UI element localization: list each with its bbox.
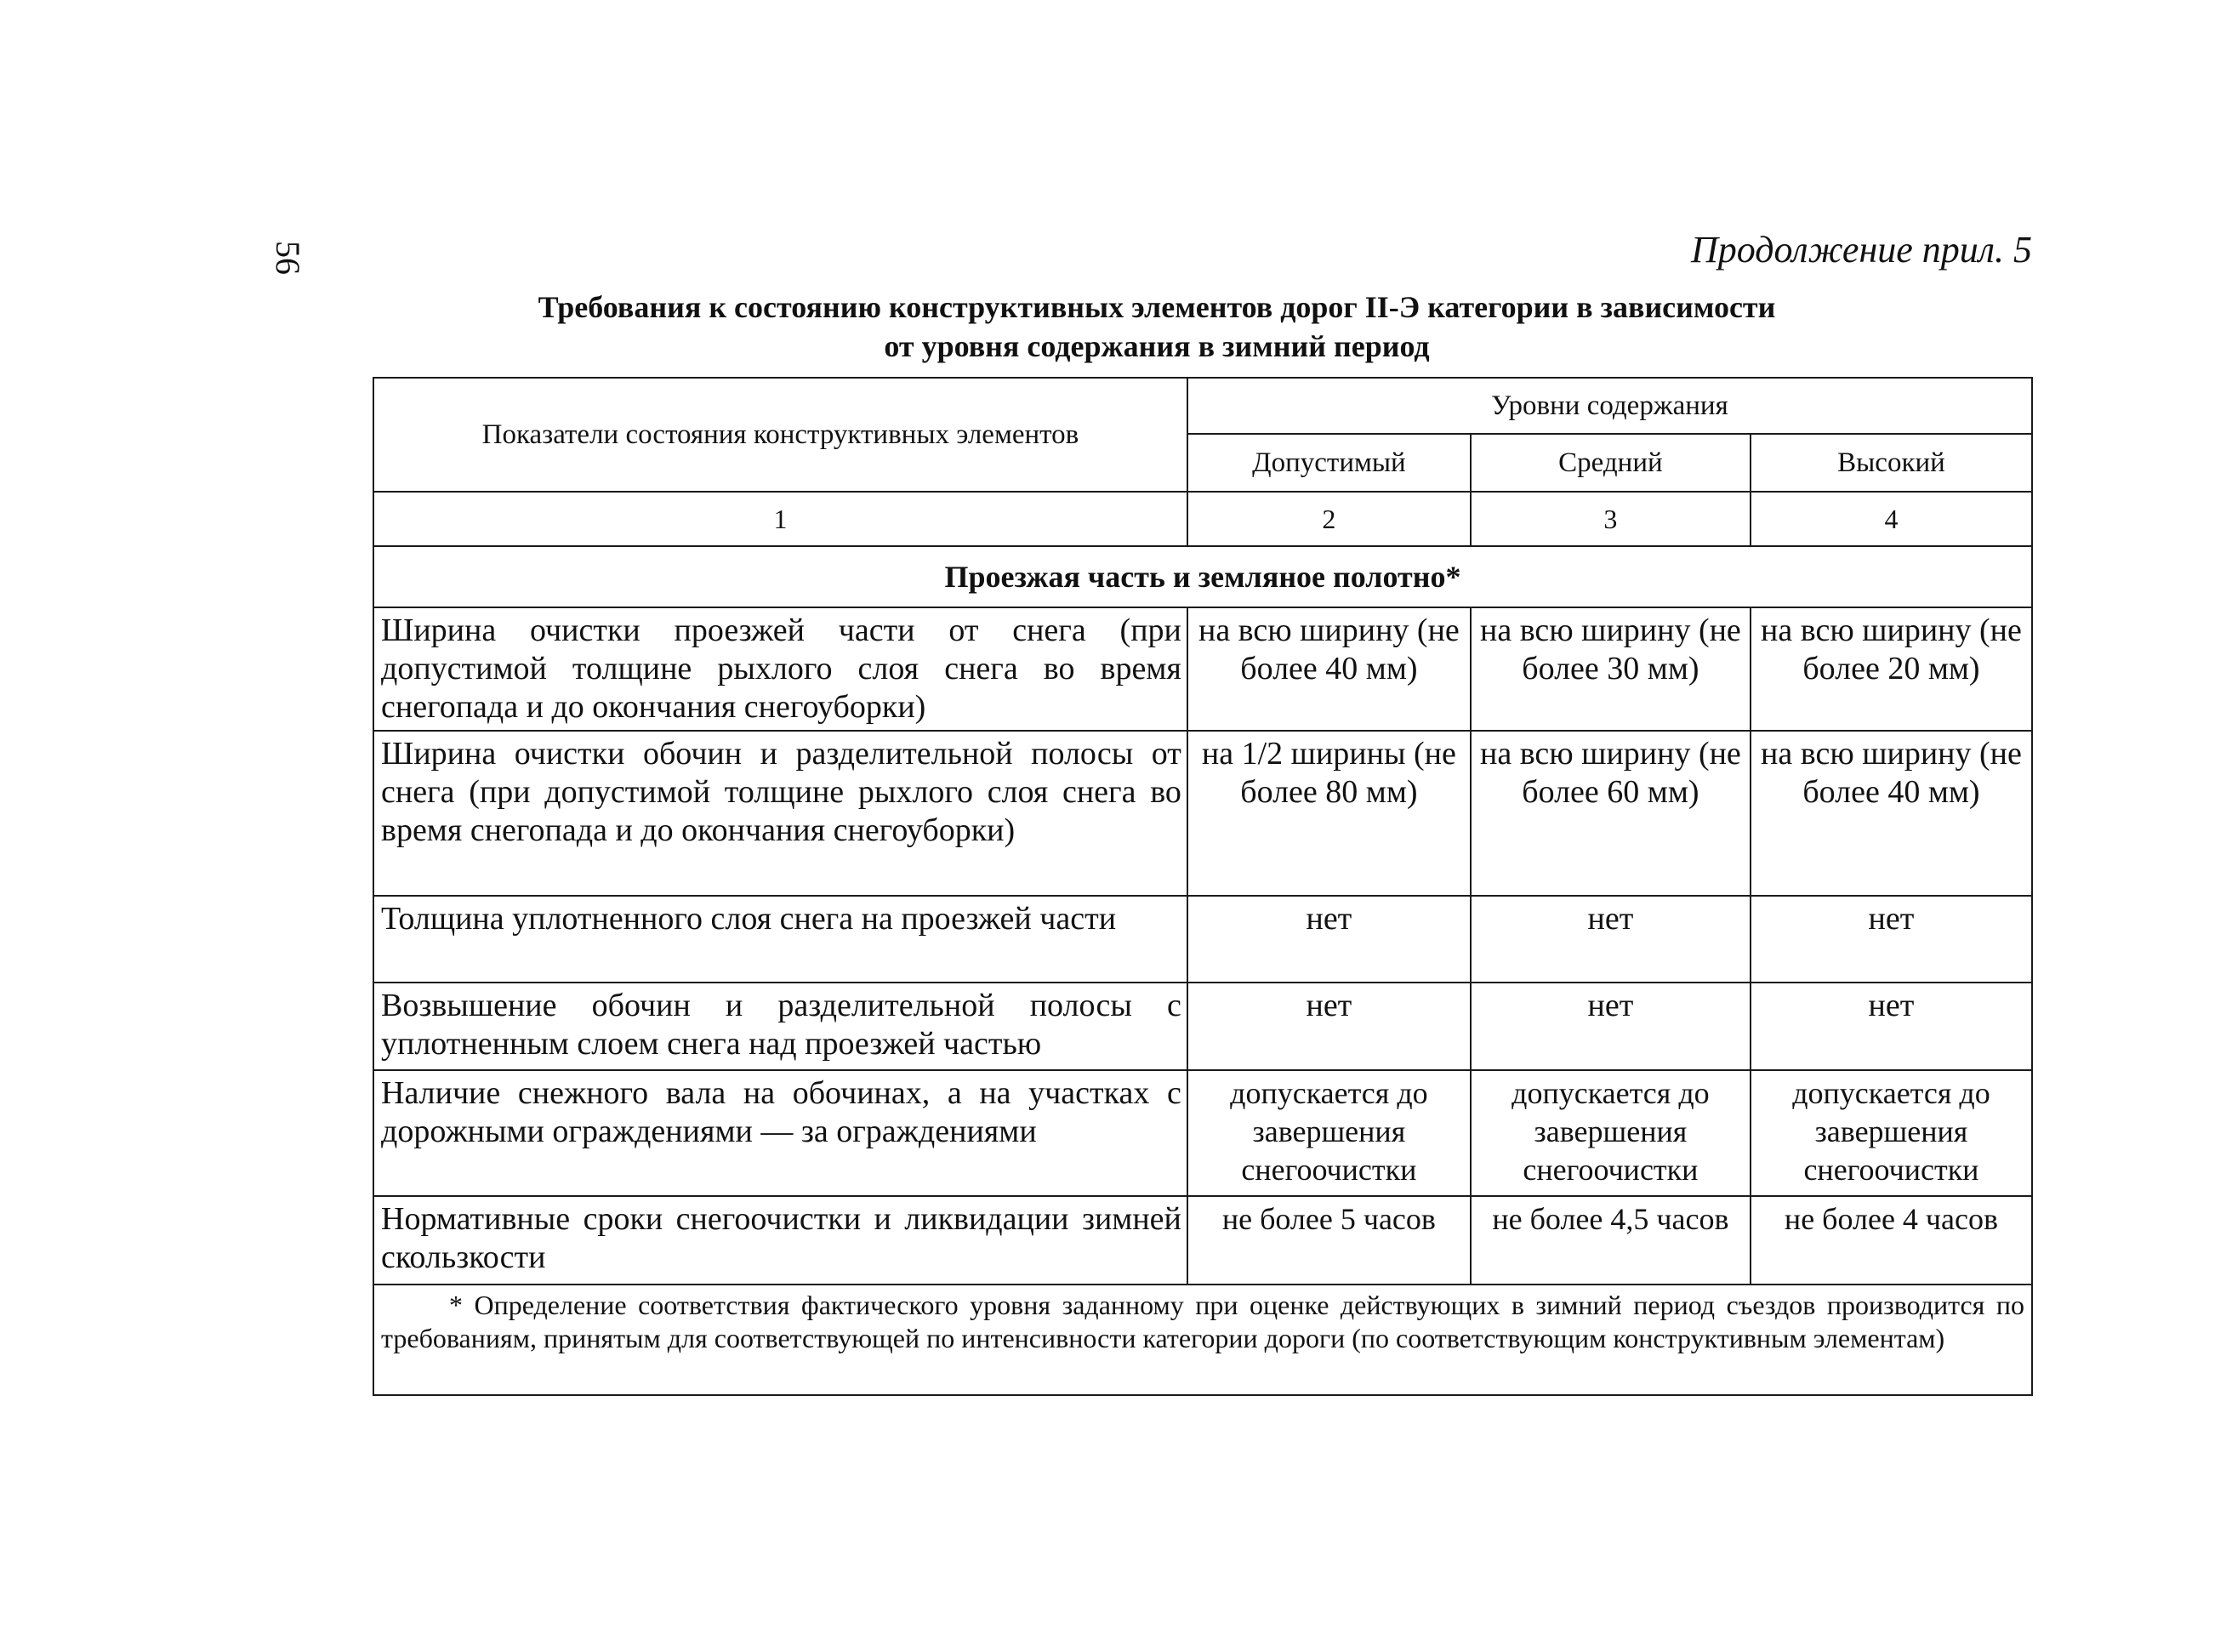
table-row [373,983,2032,1070]
value-cell: на всю ширину (не более 40 мм) [1187,607,1471,731]
value-cell: не более 4 часов [1751,1196,2032,1285]
value-cell: на всю ширину (не более 20 мм) [1751,607,2032,731]
value-cell: не более 4,5 часов [1471,1196,1751,1285]
footnote-text: * Определение соответствия фактического уровня заданному при оценке действующих в зимний период съездов производится по требованиям, принятым для соответствующей по интенсивности категории дороги (по соответствующим конструктивным элементам) [381,1290,2024,1353]
value-cell: на всю ширину (не более 40 мм) [1751,731,2032,896]
value-cell: нет [1751,983,2032,1070]
indicator-cell: Ширина очистки проезжей части от снега (при допустимой толщине рыхлого слоя снега во время снегопада и до окончания снегоуборки) [373,607,1187,731]
value-cell: нет [1751,896,2032,983]
column-number: 4 [1751,492,2032,546]
table-row [373,1070,2032,1196]
table-row [373,896,2032,983]
value-cell: допускается до завершения снегоочистки [1187,1070,1471,1196]
value-cell: на всю ширину (не более 30 мм) [1471,607,1751,731]
header-levels: Уровни содержания [1187,378,2032,434]
indicator-cell: Ширина очистки обочин и разделительной полосы от снега (при допустимой толщине рыхлого слоя снега во время снегопада и до окончания снегоуборки) [373,731,1187,896]
section-title: Проезжая часть и земляное полотно* [373,546,2032,607]
indicator-cell: Возвышение обочин и разделительной полосы с уплотненным слоем снега над проезжей частью [373,983,1187,1070]
table-title-line-2: от уровня содержания в зимний период [884,329,1430,363]
value-cell: на всю ширину (не более 60 мм) [1471,731,1751,896]
continuation-label: Продолжение прил. 5 [1691,229,2032,271]
value-cell: допускается до завершения снегоочистки [1751,1070,2032,1196]
value-cell: нет [1187,983,1471,1070]
value-cell: на 1/2 ширины (не более 80 мм) [1187,731,1471,896]
header-level-medium: Средний [1471,434,1751,492]
value-cell: допускается до завершения снегоочистки [1471,1070,1751,1196]
value-cell: нет [1471,896,1751,983]
value-cell: нет [1187,896,1471,983]
table-row [373,731,2032,896]
column-number: 2 [1187,492,1471,546]
header-indicators: Показатели состояния конструктивных элементов [373,378,1187,492]
page-number: 56 [269,241,307,275]
column-number: 3 [1471,492,1751,546]
indicator-cell: Нормативные сроки снегоочистки и ликвидации зимней скользкости [373,1196,1187,1285]
table-title-line-1: Требования к состоянию конструктивных элементов дорог II-Э категории в зависимости [538,290,1776,324]
header-level-high: Высокий [1751,434,2032,492]
header-level-allowed: Допустимый [1187,434,1471,492]
indicator-cell: Толщина уплотненного слоя снега на проезжей части [373,896,1187,983]
indicator-cell: Наличие снежного вала на обочинах, а на участках с дорожными ограждениями — за ограждениями [373,1070,1187,1196]
table-footnote [373,1285,2032,1395]
table-row [373,607,2032,731]
table-row [373,1196,2032,1285]
value-cell: нет [1471,983,1751,1070]
requirements-table [373,377,2033,1396]
value-cell: не более 5 часов [1187,1196,1471,1285]
column-number: 1 [373,492,1187,546]
